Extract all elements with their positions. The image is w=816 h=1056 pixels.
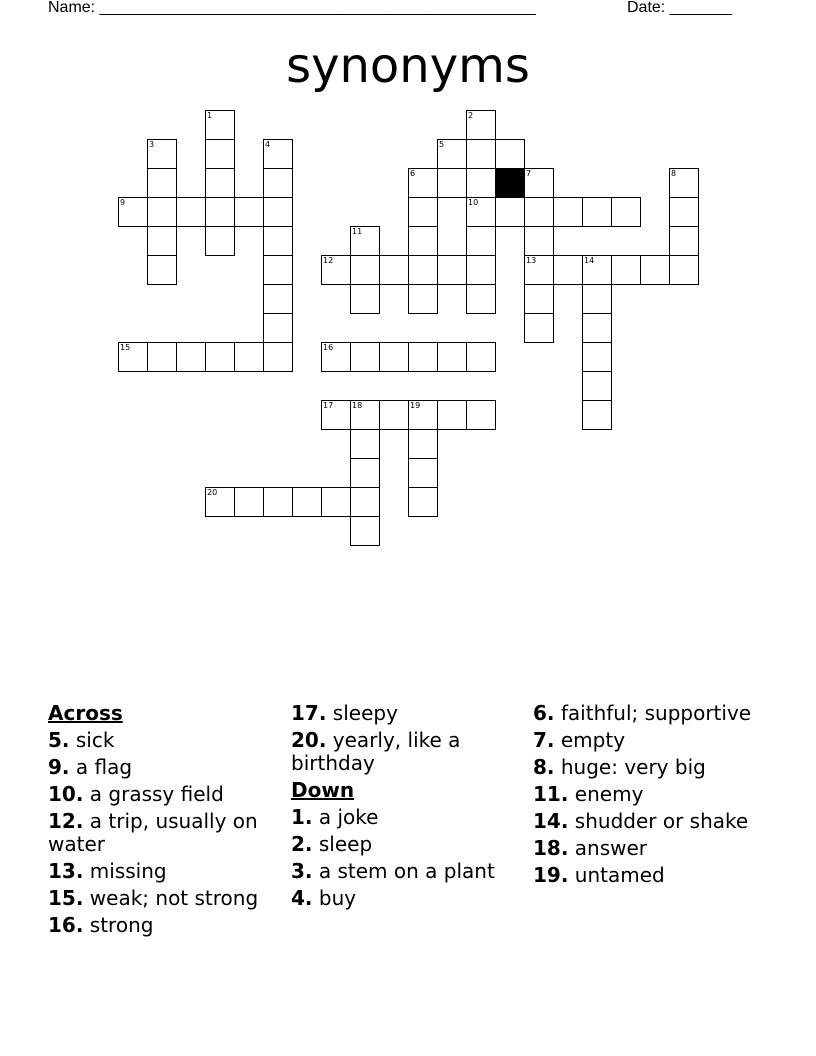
clue-text: untamed <box>568 863 665 887</box>
clue-text: a joke <box>312 805 379 829</box>
clue-number: 3. <box>291 859 313 883</box>
crossword-cell[interactable] <box>611 197 641 227</box>
cell-number: 6 <box>410 169 416 178</box>
crossword-cell[interactable] <box>147 255 177 285</box>
crossword-cell[interactable] <box>263 139 293 169</box>
crossword-cell[interactable] <box>408 284 438 314</box>
clue-text: sick <box>69 728 115 752</box>
crossword-block-cell <box>495 168 525 198</box>
clue-column-2 <box>291 702 521 914</box>
cell-number: 8 <box>671 169 677 178</box>
cell-number: 3 <box>149 140 155 149</box>
clue-text: buy <box>312 886 357 910</box>
crossword-cell[interactable] <box>292 487 322 517</box>
crossword-cell[interactable] <box>321 255 351 285</box>
clue-number: 5. <box>48 728 70 752</box>
clue-text: strong <box>83 913 154 937</box>
crossword-cell[interactable] <box>350 429 380 459</box>
clue-number: 14. <box>533 809 569 833</box>
cell-number: 20 <box>207 488 218 497</box>
crossword-cell[interactable] <box>147 197 177 227</box>
crossword-cell[interactable] <box>582 313 612 343</box>
down-heading: Down <box>291 778 355 802</box>
crossword-cell[interactable] <box>408 226 438 256</box>
crossword-cell[interactable] <box>408 342 438 372</box>
clue-text: enemy <box>568 782 644 806</box>
crossword-cell[interactable] <box>147 226 177 256</box>
crossword-cell[interactable] <box>524 255 554 285</box>
crossword-cell[interactable] <box>147 168 177 198</box>
page-title: synonyms <box>286 38 530 94</box>
clue-column-1 <box>48 702 278 941</box>
crossword-cell[interactable] <box>234 197 264 227</box>
crossword-cell[interactable] <box>437 342 467 372</box>
crossword-cell[interactable] <box>611 255 641 285</box>
crossword-cell[interactable] <box>408 458 438 488</box>
crossword-cell[interactable] <box>205 110 235 140</box>
crossword-cell[interactable] <box>321 400 351 430</box>
clue-item <box>48 914 278 937</box>
crossword-cell[interactable] <box>466 139 496 169</box>
cell-number: 9 <box>120 198 126 207</box>
crossword-cell[interactable] <box>408 255 438 285</box>
clue-item <box>291 887 521 910</box>
clue-text: a trip, usually on water <box>48 809 258 856</box>
crossword-cell[interactable] <box>669 255 699 285</box>
date-field-label: Date: _______ <box>627 0 732 16</box>
clue-item <box>48 783 278 806</box>
crossword-cell[interactable] <box>553 197 583 227</box>
crossword-cell[interactable] <box>669 226 699 256</box>
clue-item <box>533 783 773 806</box>
clue-text: faithful; supportive <box>554 701 752 725</box>
clue-item <box>291 860 521 883</box>
cell-number: 19 <box>410 401 421 410</box>
crossword-cell[interactable] <box>408 429 438 459</box>
clue-number: 8. <box>533 755 555 779</box>
crossword-cell[interactable] <box>350 487 380 517</box>
crossword-cell[interactable] <box>524 197 554 227</box>
crossword-cell[interactable] <box>524 168 554 198</box>
clue-text: a stem on a plant <box>312 859 495 883</box>
clue-item <box>291 702 521 725</box>
crossword-cell[interactable] <box>466 197 496 227</box>
clue-text: sleepy <box>326 701 398 725</box>
cell-number: 15 <box>120 343 131 352</box>
cell-number: 2 <box>468 111 474 120</box>
clue-number: 17. <box>291 701 327 725</box>
crossword-cell[interactable] <box>147 139 177 169</box>
crossword-cell[interactable] <box>582 197 612 227</box>
crossword-cell[interactable] <box>669 168 699 198</box>
crossword-cell[interactable] <box>466 226 496 256</box>
crossword-cell[interactable] <box>524 313 554 343</box>
crossword-cell[interactable] <box>118 197 148 227</box>
crossword-cell[interactable] <box>553 255 583 285</box>
clue-item <box>533 810 773 833</box>
clue-item <box>291 833 521 856</box>
crossword-cell[interactable] <box>234 487 264 517</box>
crossword-cell[interactable] <box>408 168 438 198</box>
clue-text: missing <box>83 859 167 883</box>
clue-text: huge: very big <box>554 755 706 779</box>
clue-item <box>291 806 521 829</box>
crossword-cell[interactable] <box>118 342 148 372</box>
crossword-cell[interactable] <box>176 342 206 372</box>
clue-item <box>533 837 773 860</box>
cell-number: 17 <box>323 401 334 410</box>
clue-text: answer <box>568 836 648 860</box>
crossword-cell[interactable] <box>205 197 235 227</box>
crossword-cell[interactable] <box>582 284 612 314</box>
name-field-label: Name: _________________________________________________ <box>48 0 536 16</box>
cell-number: 18 <box>352 401 363 410</box>
crossword-cell[interactable] <box>437 400 467 430</box>
crossword-cell[interactable] <box>350 255 380 285</box>
crossword-cell[interactable] <box>582 255 612 285</box>
crossword-cell[interactable] <box>205 487 235 517</box>
crossword-cell[interactable] <box>582 400 612 430</box>
cell-number: 11 <box>352 227 363 236</box>
crossword-cell[interactable] <box>205 226 235 256</box>
crossword-cell[interactable] <box>147 342 177 372</box>
across-heading: Across <box>48 701 123 725</box>
cell-number: 4 <box>265 140 271 149</box>
clue-column-3 <box>533 702 773 891</box>
clue-number: 19. <box>533 863 569 887</box>
crossword-cell[interactable] <box>263 342 293 372</box>
cell-number: 5 <box>439 140 445 149</box>
crossword-cell[interactable] <box>495 139 525 169</box>
crossword-cell[interactable] <box>466 400 496 430</box>
clue-text: yearly, like a birthday <box>291 728 461 775</box>
cell-number: 7 <box>526 169 532 178</box>
crossword-cell[interactable] <box>379 255 409 285</box>
crossword-cell[interactable] <box>263 284 293 314</box>
clue-item <box>48 729 278 752</box>
clue-text: a grassy field <box>83 782 224 806</box>
crossword-cell[interactable] <box>205 139 235 169</box>
crossword-cell[interactable] <box>408 197 438 227</box>
clue-number: 2. <box>291 832 313 856</box>
crossword-cell[interactable] <box>466 255 496 285</box>
clue-number: 1. <box>291 805 313 829</box>
crossword-cell[interactable] <box>495 197 525 227</box>
clue-text: sleep <box>312 832 373 856</box>
clue-item <box>48 810 278 856</box>
crossword-cell[interactable] <box>379 342 409 372</box>
cell-number: 13 <box>526 256 537 265</box>
cell-number: 10 <box>468 198 479 207</box>
clue-item <box>533 864 773 887</box>
crossword-cell[interactable] <box>466 284 496 314</box>
crossword-cell[interactable] <box>437 255 467 285</box>
cell-number: 12 <box>323 256 334 265</box>
crossword-cell[interactable] <box>350 226 380 256</box>
clue-text: a flag <box>69 755 133 779</box>
crossword-cell[interactable] <box>205 342 235 372</box>
clue-number: 9. <box>48 755 70 779</box>
clue-number: 4. <box>291 886 313 910</box>
crossword-cell[interactable] <box>234 342 264 372</box>
crossword-cell[interactable] <box>263 168 293 198</box>
crossword-cell[interactable] <box>263 313 293 343</box>
crossword-cell[interactable] <box>437 168 467 198</box>
crossword-cell[interactable] <box>350 516 380 546</box>
cell-number: 14 <box>584 256 595 265</box>
clue-number: 18. <box>533 836 569 860</box>
crossword-cell[interactable] <box>466 168 496 198</box>
clue-item <box>533 729 773 752</box>
crossword-cell[interactable] <box>466 342 496 372</box>
clue-item <box>291 729 521 775</box>
crossword-cell[interactable] <box>263 255 293 285</box>
crossword-cell[interactable] <box>263 197 293 227</box>
crossword-cell[interactable] <box>176 197 206 227</box>
crossword-cell[interactable] <box>350 400 380 430</box>
clue-number: 16. <box>48 913 84 937</box>
crossword-cell[interactable] <box>263 226 293 256</box>
crossword-cell[interactable] <box>582 342 612 372</box>
crossword-cell[interactable] <box>379 400 409 430</box>
clue-number: 6. <box>533 701 555 725</box>
crossword-cell[interactable] <box>350 284 380 314</box>
clue-item <box>48 887 278 910</box>
clue-number: 10. <box>48 782 84 806</box>
crossword-cell[interactable] <box>524 226 554 256</box>
clue-item <box>533 702 773 725</box>
clue-number: 15. <box>48 886 84 910</box>
crossword-cell[interactable] <box>408 487 438 517</box>
crossword-cell[interactable] <box>640 255 670 285</box>
crossword-cell[interactable] <box>582 371 612 401</box>
clue-text: shudder or shake <box>568 809 749 833</box>
crossword-cell[interactable] <box>408 400 438 430</box>
clue-number: 20. <box>291 728 327 752</box>
clue-item <box>48 756 278 779</box>
clue-number: 11. <box>533 782 569 806</box>
clue-number: 12. <box>48 809 84 833</box>
crossword-cell[interactable] <box>524 284 554 314</box>
crossword-cell[interactable] <box>205 168 235 198</box>
crossword-cell[interactable] <box>263 487 293 517</box>
clue-text: empty <box>554 728 626 752</box>
cell-number: 1 <box>207 111 213 120</box>
crossword-cell[interactable] <box>669 197 699 227</box>
crossword-cell[interactable] <box>350 458 380 488</box>
crossword-cell[interactable] <box>350 342 380 372</box>
clue-item <box>533 756 773 779</box>
clue-number: 7. <box>533 728 555 752</box>
crossword-cell[interactable] <box>321 487 351 517</box>
clue-number: 13. <box>48 859 84 883</box>
clue-text: weak; not strong <box>83 886 259 910</box>
clue-item <box>48 860 278 883</box>
crossword-cell[interactable] <box>466 110 496 140</box>
cell-number: 16 <box>323 343 334 352</box>
crossword-cell[interactable] <box>437 139 467 169</box>
crossword-cell[interactable] <box>321 342 351 372</box>
